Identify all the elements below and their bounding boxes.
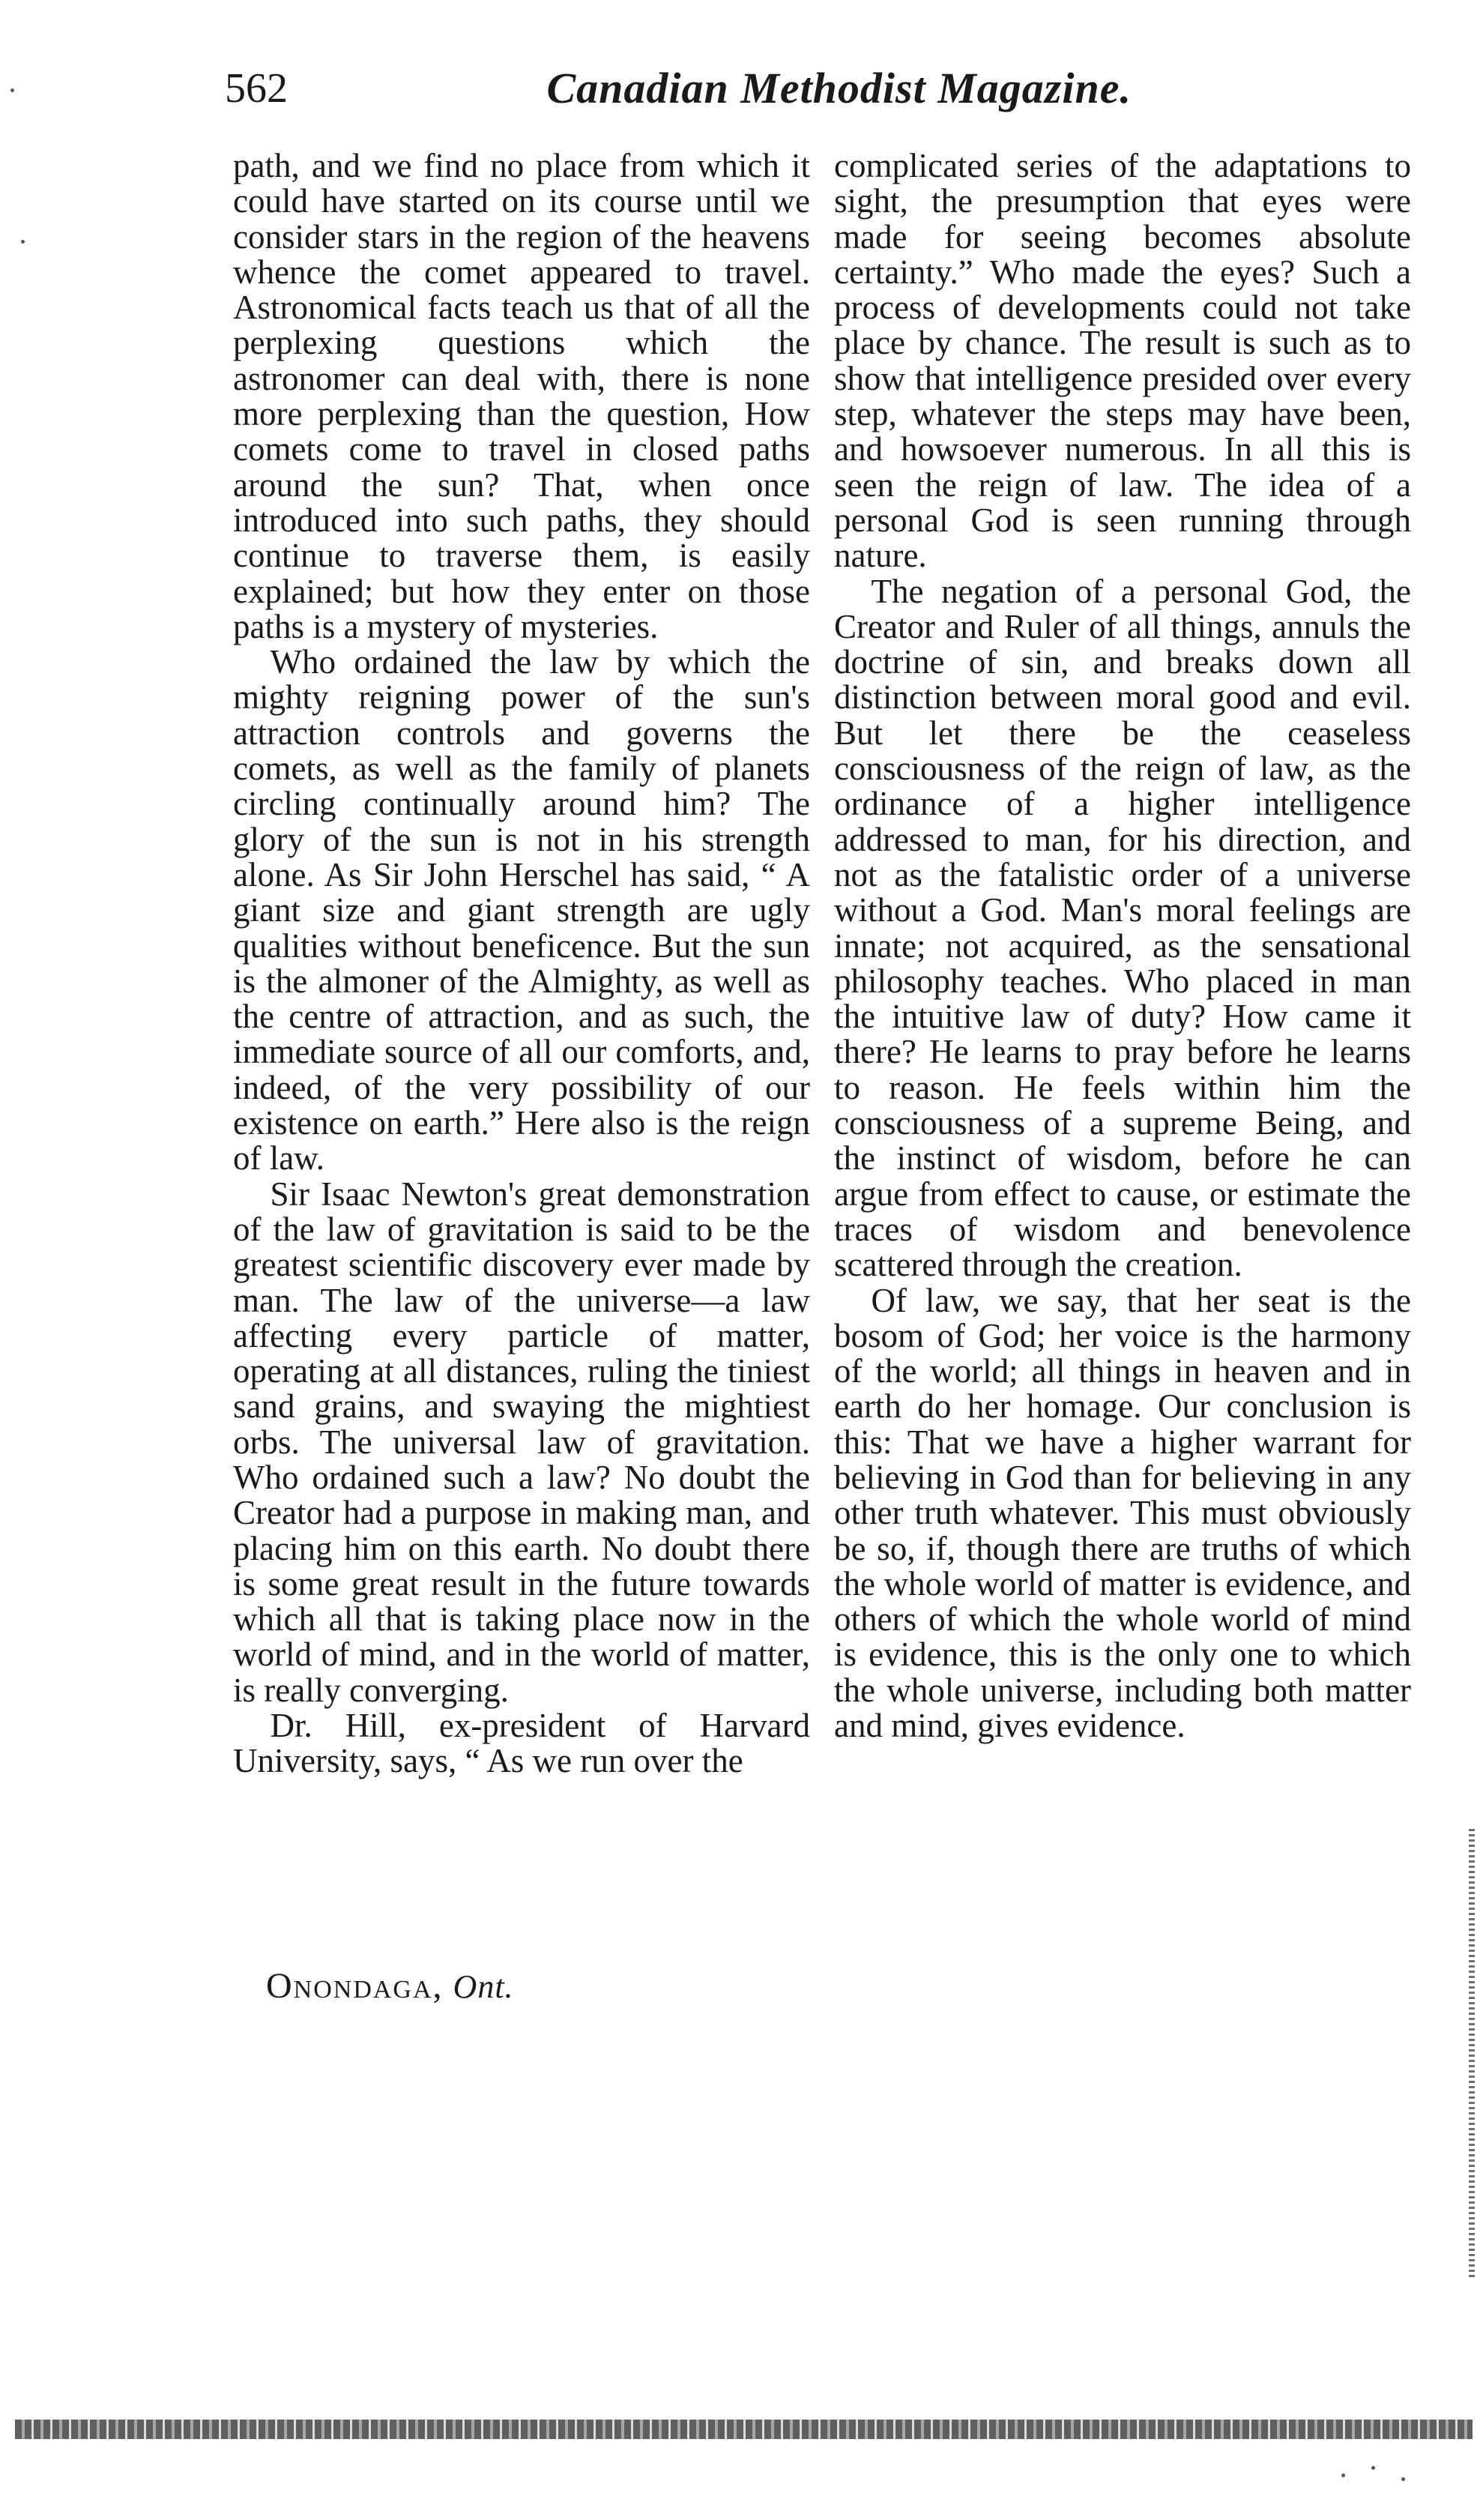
paragraph: complicated series of the adaptations to sight, the presumption that eyes were made for seeing becomes absolute certainty.” Who made the eyes? Such a process of developments could not take place by chance. The result is such as to show that intelligence presided over every step, whatever the steps may have been, and howsoever numerous. In all this is seen the reign of law. The idea of a personal God is seen running through nature. bbox=[834, 147, 1411, 575]
page-header bbox=[225, 58, 1132, 118]
paragraph: Sir Isaac Newton's great demonstration of the law of gravitation is said to be the greatest scientific discovery ever made by man. The law of the universe—a law affecting every particle of matter, operating at all distances, ruling the tiniest sand grains, and swaying the mightiest orbs. The universal law of gravitation. Who ordained such a law? No doubt the Creator had a purpose in making man, and placing him on this earth. No doubt there is some great result in the future towards which all that is taking place now in the world of mind, and in the world of matter, is really converging. bbox=[233, 1175, 810, 1709]
paragraph: Dr. Hill, ex-president of Harvard University, says, “ As we run over the bbox=[233, 1707, 810, 1780]
paragraph: Of law, we say, that her seat is the bosom of God; her voice is the harmony of the world; all things in heaven and in earth do her homage. Our conclusion is this: That we have a higher warrant for believing in God than for believing in any other truth whatever. This must obviously be so, if, though there are truths of which the whole world of matter is evidence, and others of which the whole world of mind is evidence, this is the only one to which the whole universe, including both matter and mind, gives evidence. bbox=[834, 1281, 1411, 1745]
scan-speck bbox=[21, 240, 25, 244]
scan-speck bbox=[1401, 2477, 1405, 2481]
signature-province: Ont. bbox=[453, 1968, 514, 2005]
signature-place: Onondaga, bbox=[266, 1966, 444, 2006]
scan-speck bbox=[1371, 2466, 1375, 2470]
page-number: 562 bbox=[225, 65, 288, 112]
scan-speck bbox=[1341, 2474, 1345, 2477]
left-column bbox=[233, 148, 810, 1779]
scan-edge-right bbox=[1469, 1829, 1475, 2279]
author-signature bbox=[266, 1965, 514, 2007]
paragraph: path, and we find no place from which it could have started on its course until we consider stars in the region of the heavens whence the comet appeared to travel. Astronomical facts teach us that of all the perplexing questions which the astronomer can deal with, there is none more perplexing than the question, How comets come to travel in closed paths around the sun? That, when once introduced into such paths, they should continue to traverse them, is easily explained; but how they enter on those paths is a mystery of mysteries. bbox=[233, 147, 810, 645]
running-title: Canadian Methodist Magazine. bbox=[546, 64, 1132, 112]
scan-edge-bottom bbox=[15, 2420, 1473, 2439]
paragraph: Who ordained the law by which the mighty reigning power of the sun's attraction controls and governs the comets, as well as the family of planets circling continually around him? The glory of the sun is not in his strength alone. As Sir John Herschel has said, “ A giant size and giant strength are ugly qualities without beneficence. But the sun is the almoner of the Almighty, as well as the centre of attraction, and as such, the immediate source of all our comforts, and, indeed, of the very possibility of our existence on earth.” Here also is the reign of law. bbox=[233, 643, 810, 1178]
paragraph: The negation of a personal God, the Creator and Ruler of all things, annuls the doctrine of sin, and breaks down all distinction between moral good and evil. But let there be the ceaseless consciousness of the reign of law, as the ordinance of a higher intelligence addressed to man, for his direction, and not as the fatalistic order of a universe without a God. Man's moral feelings are innate; not acquired, as the sensational philosophy teaches. Who placed in man the intuitive law of duty? How came it there? He learns to pray before he learns to reason. He feels within him the consciousness of a supreme Being, and the instinct of wisdom, before he can argue from effect to cause, or estimate the traces of wisdom and benevolence scattered through the creation. bbox=[834, 572, 1411, 1284]
right-column bbox=[834, 148, 1411, 1743]
scan-speck bbox=[10, 88, 14, 92]
